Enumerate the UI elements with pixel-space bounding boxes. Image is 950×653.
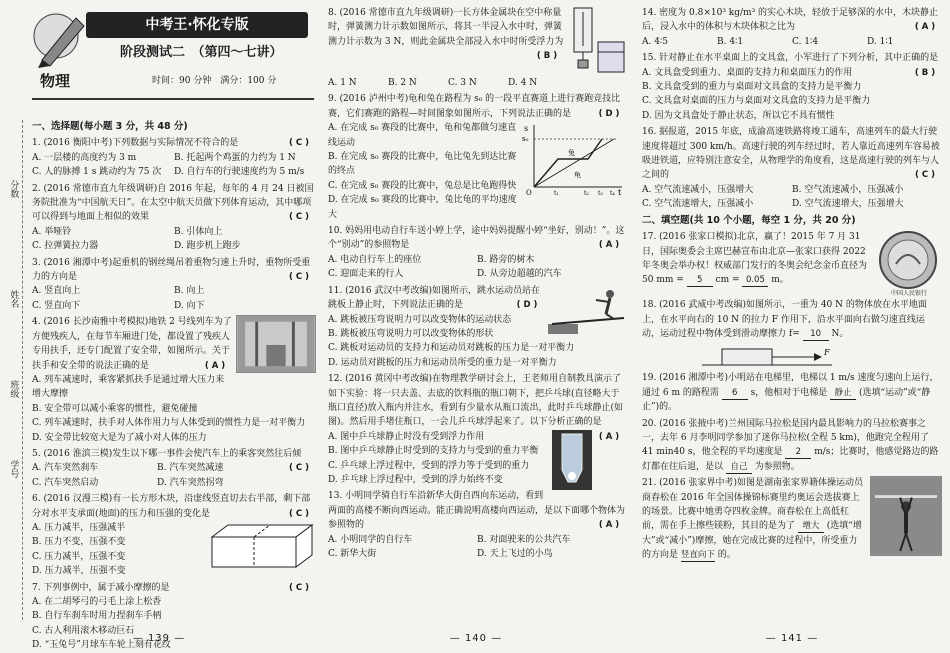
q5-opt-c: C. 汽车突然启动 — [32, 477, 99, 488]
q8-answer: ( B ) — [536, 51, 558, 62]
q9-opt-c: C. 在完成 s₀ 赛段的比赛中，兔总是比龟跑得快 — [328, 180, 517, 191]
q1-opt-b: B. 托起两个鸡蛋的力约为 1 N — [174, 152, 296, 163]
q16-stem: 16. 据报道，2015 年底，成渝高速铁路将竣工通车，高速列车的最大行驶速度将超过 300 km/h。高速行驶的列车经过时，若人靠近高速列车容易被吸进铁道，应特别注意安全，从物理学的角度看，这是高速行驶的列车与人之间的 — [642, 127, 940, 181]
q7-stem: 7. 下列事例中，属于减小摩擦的是 — [32, 582, 170, 593]
q19-end: (选填“运动”或“静止”)的。 — [642, 387, 931, 413]
edition-banner: 中考王·怀化专版 — [86, 12, 308, 38]
q7-opt-c: C. 古人利用滚木移动巨石 — [32, 625, 135, 636]
question-6 — [32, 492, 316, 578]
coin-figure — [876, 230, 942, 298]
column-p2 — [328, 6, 626, 618]
q15-opt-d: D. 因为文具盒处于静止状态，所以它不具有惯性 — [642, 110, 835, 121]
q19-stem: 19. (2016 湘潭中考)小明站在电梯里，电梯以 1 m/s 速度匀速向上运行，通过 6 m 的路程需 — [642, 373, 939, 398]
q1-answer: ( C ) — [289, 138, 309, 149]
q13-opt-c: C. 新华大街 — [328, 549, 377, 559]
q21-stem: 21. (2016 张家界中考)如图是湖南张家界籍体操运动员商春松在 2016 年全国体操锦标赛里约奥运会选拔赛上的场景。比赛中她勇夺四枚金牌。商春松在上高低杠前，需在手上擦些镁粉，其目的是为了 — [642, 478, 863, 532]
graph-t2: t₂ — [584, 190, 589, 198]
q7-opt-a: A. 在二胡琴弓的弓毛上涂上松香 — [32, 597, 162, 607]
q9-opt-a: A. 在完成 s₀ 赛段的比赛中，龟和兔都做匀速直线运动 — [328, 123, 517, 148]
test-header — [32, 6, 314, 114]
graph-xlabel: t — [618, 188, 622, 198]
coin-caption: 中国人民银行 — [890, 290, 927, 298]
q14-opt-a: A. 4∶5 — [642, 36, 669, 47]
q2-opt-c: C. 拉弹簧拉力器 — [32, 241, 99, 252]
question-2 — [32, 182, 316, 254]
question-16 — [642, 125, 942, 211]
graph-t4: t₄ — [610, 190, 615, 198]
q11-opt-d: D. 运动员对跳板的压力和运动员所受的重力是一对平衡力 — [328, 357, 557, 368]
graph-hare: 兔 — [568, 149, 575, 158]
force-label: F — [824, 348, 830, 358]
q6-stem: 6. (2016 汉漫三模)有一长方形木块，沿虚线竖直切去右半部，剩下部分对水平支承面(地面)的压力和压强的变化是 — [32, 494, 311, 519]
q14-opt-d: D. 1∶1 — [867, 36, 894, 47]
question-20 — [642, 417, 942, 475]
q12-opt-c: C. 乒乓球上浮过程中，受到的浮力等于受到的重力 — [328, 460, 530, 471]
q4-answer: ( A ) — [204, 360, 226, 371]
q20-mid: m/s；比赛时，他感觉路边的路灯都在往后退，是以 — [642, 447, 939, 472]
q5-opt-d: D. 汽车突然拐弯 — [157, 477, 224, 488]
q5-opt-b: B. 汽车突然减速 — [157, 463, 224, 474]
q12-opt-d: D. 乒乓球上浮过程中，受到的浮力始终不变 — [328, 474, 503, 485]
q9-stem: 9. (2016 泸州中考)龟和兔在路程为 s₀ 的一段平直赛道上进行赛跑竞技比赛，它们赛跑的路程—时间图象如图所示，下列说法正确的是 — [328, 94, 621, 119]
score-label: 分数 — [8, 180, 19, 198]
q6-opt-b: B. 压力不变，压强不变 — [32, 537, 126, 548]
q7-answer: ( C ) — [289, 582, 309, 593]
graph-origin: O — [526, 189, 532, 198]
q16-opt-b: B. 空气流速减小，压强减小 — [792, 184, 904, 195]
q14-answer: ( A ) — [914, 22, 936, 33]
page-139 — [0, 0, 318, 650]
q3-opt-b: B. 向上 — [174, 286, 205, 297]
q1-opt-d: D. 自行车的行驶速度约为 5 m/s — [174, 167, 305, 178]
q10-stem: 10. 妈妈用电动自行车送小婷上学，途中妈妈提醒小婷“坐好，别动！”。这个“别动”的参照物是 — [328, 226, 625, 251]
q21-end: 的。 — [717, 550, 736, 561]
q12-opt-a: A. 图中乒乓球静止时没有受到浮力作用 — [328, 431, 485, 442]
q13-stem: 13. 小明同学骑自行车沿新华大街自西向东运动，看到两面的高楼不断向西运动。能正确说明高楼向西运动，是以下面哪个物体为参照物的 — [328, 491, 626, 531]
q11-opt-b: B. 跳板被压弯说明力可以改变物体的形状 — [328, 328, 494, 339]
coin-image — [876, 230, 940, 290]
test-title: 阶段测试二 （第四～七讲） — [120, 45, 283, 60]
question-12 — [328, 372, 626, 487]
q6-opt-d: D. 压力减半，压强不变 — [32, 566, 126, 577]
subject-label: 物理 — [40, 72, 71, 90]
time-score-info: 时间：90 分钟 满分：100 分 — [152, 76, 277, 86]
q2-stem: 2. (2016 常德市直九年级调研)自 2016 年起，每年的 4 月 24 日被国务院批准为“中国航天日”。在太空中航天员做下列体育运动，其中哪项可以得到与地面上相似的效果 — [32, 183, 314, 223]
q6-answer: ( C ) — [289, 508, 309, 519]
name-label: 姓名 — [8, 290, 19, 308]
q14-opt-c: C. 1∶4 — [792, 36, 819, 47]
q17-blank-2[interactable]: 0.05 — [742, 275, 768, 287]
q11-stem: 11. (2016 武汉中考改编)如图所示，跳水运动员站在跳板上静止时，下列说法正确的是 — [328, 285, 540, 311]
q17-end: m。 — [771, 275, 789, 286]
q16-opt-c: C. 空气流速增大，压强减小 — [642, 199, 754, 210]
cut-line — [22, 120, 23, 620]
graph-t3: t₃ — [598, 190, 603, 198]
section-1-title: 一、选择题(每小题 3 分，共 48 分) — [32, 121, 188, 132]
header-divider — [32, 98, 314, 100]
q1-stem: 1. (2016 衡阳中考)下列数据与实际情况不符合的是 — [32, 138, 239, 149]
class-label: 班级 — [8, 380, 19, 398]
q20-blank-1[interactable]: 2 — [785, 447, 811, 459]
graph-ylabel: s — [524, 124, 529, 134]
question-10 — [328, 224, 626, 282]
question-13 — [328, 489, 626, 561]
page-140 — [318, 0, 634, 650]
q13-opt-d: D. 天上飞过的小鸟 — [477, 549, 553, 559]
q21-blank-2[interactable]: 竖直向下 — [680, 550, 715, 561]
question-21 — [642, 476, 942, 562]
q21-mid: (选填“增大”或“减小”)摩擦，她在完成比赛的过程中，所受重力的方向是 — [642, 521, 862, 561]
q1-opt-a: A. 一层楼的高度约为 3 m — [32, 152, 137, 163]
q7-opt-b: B. 自行车刹车时用力捏刹车手柄 — [32, 611, 162, 622]
graph-t1: t₁ — [554, 190, 559, 198]
q8-stem: 8. (2016 常德市直九年级调研)一长方体金属块在空中称量时，弹簧测力计示数如图所示，将其一半浸入水中时，弹簧测力计示数为 3 N，则此金属块全部浸入水中时所受浮力为 — [328, 8, 564, 47]
q15-opt-a: A. 文具盒受到重力、桌面的支持力和桌面压力的作用 — [642, 67, 853, 78]
spring-scale-diagram — [568, 6, 626, 76]
q4-opt-b: B. 安全带可以减小乘客的惯性，避免碰撞 — [32, 403, 198, 414]
race-graph — [522, 121, 626, 198]
question-5 — [32, 447, 316, 490]
q10-answer: ( A ) — [598, 240, 620, 251]
q5-stem: 5. (2016 淮滨三模)发生以下哪一事件会使汽车上的乘客突然往后倾 — [32, 448, 302, 459]
page-number: — 140 — — [449, 632, 503, 644]
q16-answer: ( C ) — [915, 170, 935, 181]
q14-opt-b: B. 4∶1 — [717, 36, 744, 47]
q2-answer: ( C ) — [289, 212, 309, 223]
bottle-photo — [552, 430, 592, 490]
q6-opt-c: C. 压力减半，压强不变 — [32, 551, 126, 562]
q14-stem: 14. 密度为 0.8×10³ kg/m³ 的实心木块，轻放于足够深的水中，木块静止后，浸入水中的体积与木块体积之比为 — [642, 8, 939, 33]
gymnast-photo — [870, 476, 942, 556]
question-9 — [328, 92, 626, 222]
q21-blank-1[interactable]: 增大 — [798, 521, 824, 533]
q8-opt-b: B. 2 N — [388, 78, 417, 88]
question-8 — [328, 6, 626, 90]
graph-s0: s₀ — [522, 135, 529, 144]
q17-stem: 17. (2016 张家口模拟)北京，赢了！2015 年 7 月 31 日，国际奥委会主席巴赫宣布由北京—张家口获得 2022 年冬奥会举办权！权威部门发行的冬奥会纪念金币直径为 50 mm = — [642, 232, 868, 286]
question-18 — [642, 298, 942, 369]
q12-opt-b: B. 图中乒乓球静止时受到的支持力与受到的重力平衡 — [328, 446, 539, 457]
q2-opt-d: D. 跑步机上跑步 — [174, 241, 241, 252]
q12-answer: ( A ) — [598, 431, 620, 442]
page-141 — [634, 0, 950, 650]
q10-opt-c: C. 迎面走来的行人 — [328, 269, 404, 280]
q5-opt-a: A. 汽车突然刹车 — [32, 463, 99, 474]
page-number: — 141 — — [765, 632, 819, 644]
q3-stem: 3. (2016 湘潭中考)起重机的钢丝绳吊着重物匀速上升时，重物所受重力的方向是 — [32, 257, 311, 283]
q17-blank-1[interactable]: 5 — [687, 275, 713, 287]
q19-blank-1[interactable]: 6 — [722, 388, 748, 400]
q7-opt-d: D. “玉兔号”月球车车轮上刻有花纹 — [32, 640, 171, 651]
question-11 — [328, 284, 626, 370]
q20-stem: 20. (2016 张掖中考)兰州国际马拉松是国内最具影响力的马拉松赛事之一，去年 6 月李明同学参加了迷你马拉松(全程 5 km)，他跑完全程用了 41 min40 s，他全程的平均速度是 — [642, 418, 929, 458]
diver-diagram — [548, 284, 626, 334]
q3-opt-a: A. 竖直向上 — [32, 286, 81, 297]
column-p3 — [642, 6, 942, 618]
q15-stem: 15. 针对静止在水平桌面上的文具盒，小军进行了下列分析，其中正确的是 — [642, 53, 939, 64]
block-diagram — [208, 521, 316, 571]
q18-blank-1[interactable]: 10 — [803, 329, 829, 341]
force-diagram — [702, 341, 842, 369]
q18-stem: 18. (2016 武威中考改编)如图所示，一重为 40 N 的物体放在水平地面上，在水平向右的 10 N 的拉力 F 作用下，沿水平面向右做匀速直线运动，运动过程中物体受到滑动摩擦力 f= — [642, 300, 927, 339]
q1-opt-c: C. 人的脉搏 1 s 跳动约为 75 次 — [32, 167, 162, 178]
question-14 — [642, 6, 942, 49]
question-4 — [32, 315, 316, 445]
student-id-label: 学号 — [8, 460, 19, 478]
q18-end: N。 — [831, 328, 849, 339]
q15-answer: ( B ) — [914, 67, 936, 78]
q11-opt-a: A. 跳板被压弯说明力可以改变物体的运动状态 — [328, 314, 512, 325]
question-17 — [642, 230, 942, 298]
q4-opt-a: A. 列车减速时，乘客紧抓扶手是通过增大压力来增大摩擦 — [32, 374, 225, 400]
q4-stem: 4. (2016 长沙南雅中考模拟)地铁 2 号线列车为了方便残疾人，在每节车厢进门处，都设置了残疾人专用扶手，还专门配置了安全带，如图所示。关于扶手和安全带的说法正确的是 — [32, 317, 232, 371]
q19-blank-2[interactable]: 静止 — [830, 388, 856, 400]
q9-answer: ( D ) — [598, 108, 620, 119]
q3-opt-d: D. 向下 — [174, 300, 205, 311]
section-2-title: 二、填空题(共 10 个小题，每空 1 分，共 20 分) — [642, 214, 856, 226]
q19-mid: s，他相对于电梯是 — [750, 387, 828, 398]
binding-strip — [0, 120, 30, 620]
question-19 — [642, 371, 942, 414]
q13-opt-b: B. 对面驶来的公共汽车 — [477, 534, 571, 545]
q8-opt-a: A. 1 N — [328, 78, 357, 88]
q11-opt-c: C. 跳板对运动员的支持力和运动员对跳板的压力是一对平衡力 — [328, 343, 575, 354]
q2-opt-a: A. 举哑铃 — [32, 226, 72, 237]
q8-opt-c: C. 3 N — [448, 78, 477, 88]
q8-opt-d: D. 4 N — [508, 78, 538, 88]
page-number: — 139 — — [132, 632, 186, 644]
q16-opt-d: D. 空气流速增大，压强增大 — [792, 199, 904, 210]
q20-blank-2[interactable]: 自己 — [726, 462, 752, 474]
q2-opt-b: B. 引体向上 — [174, 226, 223, 237]
q5-answer: ( C ) — [289, 463, 309, 474]
q3-answer: ( C ) — [289, 272, 309, 283]
q3-opt-c: C. 竖直向下 — [32, 300, 81, 311]
subway-photo — [236, 315, 316, 373]
q10-opt-b: B. 路旁的树木 — [477, 254, 535, 265]
q6-opt-a: A. 压力减半，压强减半 — [32, 522, 126, 533]
q9-opt-d: D. 在完成 s₀ 赛段的比赛中，兔比龟的平均速度大 — [328, 195, 517, 220]
q12-stem: 12. (2016 黄冈中考改编)在物理教学研讨会上，王老师用自制教具演示了如下实验：将一只去盖、去底的饮料瓶的瓶口朝下，把乒乓球(直径略大于瓶口直径)放入瓶内并注水，看到有少量水从瓶口流出，此时乒乓球静止(如图)。然后用手堵住瓶口，一会儿乒乓球浮起来了。以下分析正确的是 — [328, 374, 624, 428]
q9-opt-b: B. 在完成 s₀ 赛段的比赛中，龟比兔先到达比赛的终点 — [328, 152, 517, 177]
q17-mid: cm = — [715, 275, 740, 286]
q13-opt-a: A. 小明同学的自行车 — [328, 534, 413, 545]
q16-opt-a: A. 空气流速减小，压强增大 — [642, 184, 754, 195]
q20-end: 为参照物。 — [754, 461, 800, 472]
q10-opt-d: D. 从旁边超越的汽车 — [477, 269, 562, 280]
q15-opt-c: C. 文具盒对桌面的压力与桌面对文具盒的支持力是平衡力 — [642, 96, 871, 107]
q10-opt-a: A. 电动自行车上的座位 — [328, 254, 422, 265]
question-3 — [32, 256, 316, 314]
graph-tortoise: 龟 — [574, 171, 581, 180]
q4-opt-c: C. 列车减速时，扶手对人体作用力与人体受到的惯性力是一对平衡力 — [32, 418, 306, 429]
q15-opt-b: B. 文具盒受到的重力与桌面对文具盒的支持力是平衡力 — [642, 82, 862, 93]
question-15 — [642, 51, 942, 123]
q11-answer: ( D ) — [516, 300, 538, 311]
q13-answer: ( A ) — [598, 520, 620, 531]
question-1 — [32, 136, 316, 179]
q4-opt-d: D. 安全带比较宽大是为了减小对人体的压力 — [32, 432, 207, 443]
